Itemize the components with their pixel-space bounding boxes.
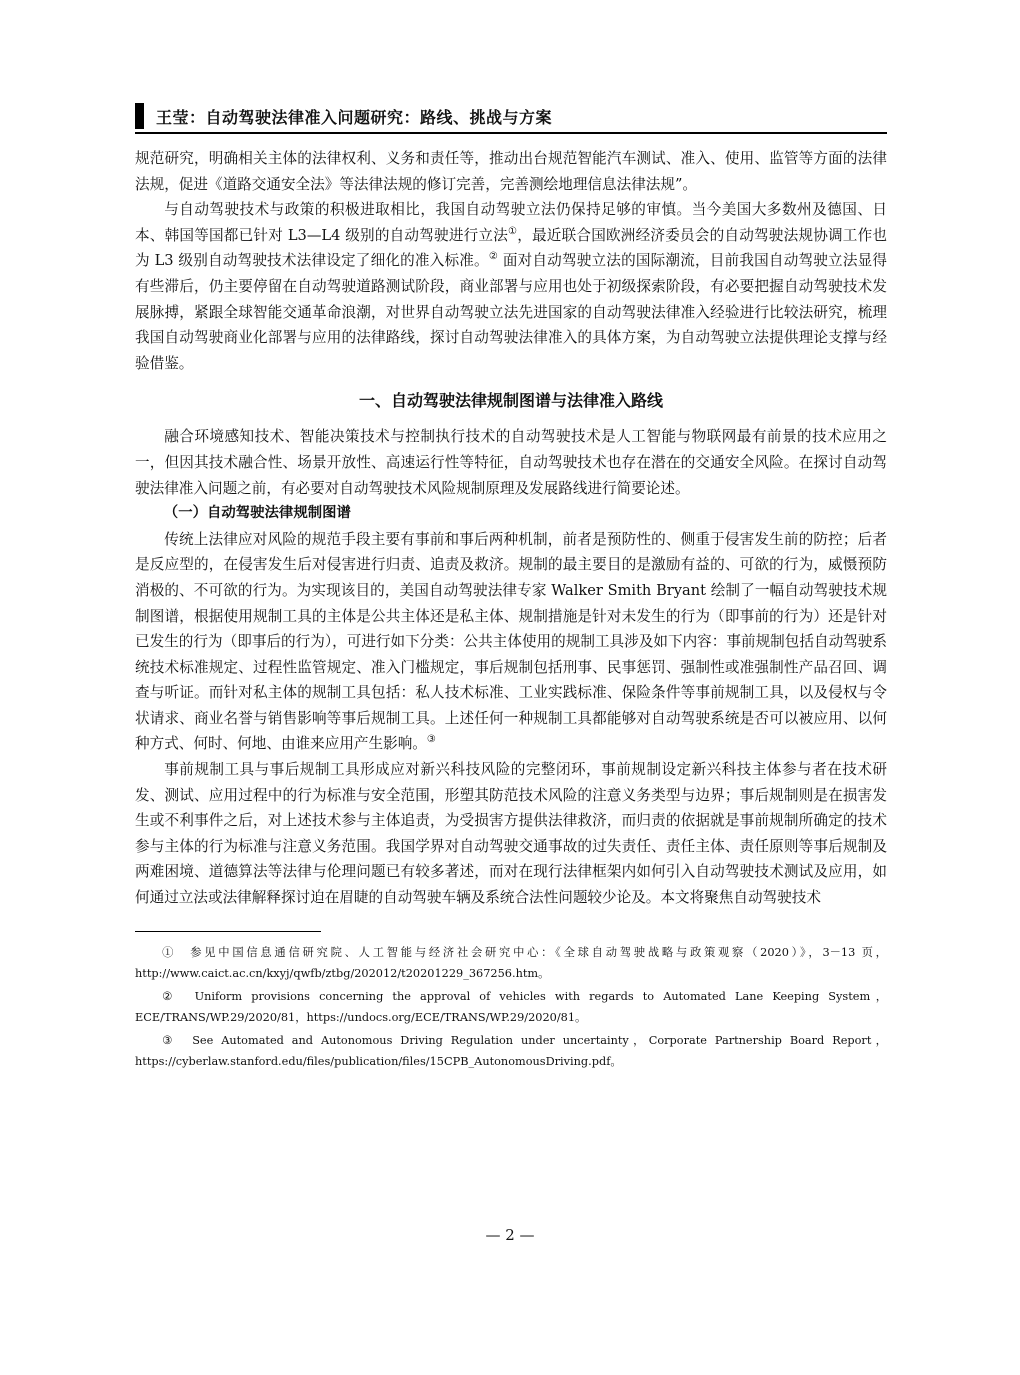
paragraph-1: 规范研究，明确相关主体的法律权利、义务和责任等，推动出台规范智能汽车测试、准入、使用、监管等方面的法律法规，促进《道路交通安全法》等法律法规的修订完善，完善测绘地理信息法律法规”。 bbox=[135, 150, 887, 193]
paragraph-4 bbox=[135, 527, 887, 757]
page-body bbox=[135, 100, 887, 1074]
footnote-mark: ② bbox=[162, 989, 178, 1003]
paragraph-2-part-a: 与自动驾驶技术与政策的积极进取相比，我国自动驾驶立法仍保持足够的审慎。当今美国大多数州及德国、日本、韩国等国都已针对 L3—L4 级别的自动驾驶进行立法 bbox=[135, 201, 887, 244]
paragraph-5: 事前规制工具与事后规制工具形成应对新兴科技风险的完整闭环，事前规制设定新兴科技主体参与者在技术研发、测试、应用过程中的行为标准与安全范围，形塑其防范技术风险的注意义务类型与边界；事后规制则是在损害发生或不利事件之后，对上述技术参与主体追责，为受损害方提供法律救济，而归责的依据就是事前规制所确定的技术参与主体的行为标准与注意义务范围。我国学界对自动驾驶交通事故的过失责任、责任主体、责任原则等事后规制及两难困境、道德算法等法律与伦理问题已有较多著述，而对在现行法律框架内如何引入自动驾驶技术测试及应用，如何通过立法或法律解释探讨迫在眉睫的自动驾驶车辆及系统合法性问题较少论及。本文将聚焦自动驾驶技术 bbox=[135, 761, 887, 907]
footnote-1 bbox=[135, 942, 887, 984]
footnote-3 bbox=[135, 1030, 887, 1072]
paragraph-2 bbox=[135, 197, 887, 376]
page-number: — 2 — bbox=[485, 1226, 535, 1244]
footnote-ref-1[interactable]: ① bbox=[508, 225, 518, 237]
paragraph-4-text: 传统上法律应对风险的规范手段主要有事前和事后两种机制，前者是预防性的、侧重于侵害发生前的防控；后者是反应型的，在侵害发生后对侵害进行归责、追责及救济。规制的最主要目的是激励有益的、可欲的行为，威慑预防消极的、不可欲的行为。为实现该目的，美国自动驾驶法律专家 Walker Smith Bryant 绘制了一幅自动驾驶技术规制图谱，根据使用规制工具的主体是公共主体还是私主体、规制措施是针对未发生的行为（即事前的行为）还是针对已发生的行为（即事后的行为），可进行如下分类：公共主体使用的规制工具涉及如下内容：事前规制包括自动驾驶系统技术标准规定、过程性监管规定、准入门槛规定，事后规制包括刑事、民事惩罚、强制性或准强制性产品召回、调查与听证。而针对私主体的规制工具包括：私人技术标准、工业实践标准、保险条件等事前规制工具，以及侵权与令状请求、商业名誉与销售影响等事后规制工具。上述任何一种规制工具都能够对自动驾驶系统是否可以被应用、以何种方式、何时、何地、由谁来应用产生影响。 bbox=[135, 530, 887, 753]
footnote-divider bbox=[135, 931, 321, 932]
footnote-ref-3[interactable]: ③ bbox=[426, 734, 436, 746]
footnote-mark: ③ bbox=[162, 1033, 177, 1047]
running-header bbox=[135, 100, 887, 134]
footnote-text: Uniform provisions concerning the approval of vehicles with regards to Automated Lane Keeping System，ECE/TRANS/WP.29/2020/81，https://undocs.org/ECE/TRANS/WP.29/2020/81。 bbox=[135, 989, 887, 1024]
footnote-2 bbox=[135, 986, 887, 1028]
section-title: 一、自动驾驶法律规制图谱与法律准入路线 bbox=[358, 391, 663, 411]
footnote-ref-2[interactable]: ② bbox=[488, 251, 498, 263]
footnote-text: See Automated and Autonomous Driving Regulation under uncertainty，Corporate Partnership Board Report，https://cyberlaw.stanford.edu/files/publication/files/15CPB_AutonomousDriving.pdf。 bbox=[135, 1033, 887, 1068]
footnote-text: 参见中国信息通信研究院、人工智能与经济社会研究中心：《全球自动驾驶战略与政策观察（2020）》，3－13 页，http://www.caict.ac.cn/kxyj/qwfb/ztbg/202012/t20201229_367256.htm。 bbox=[135, 945, 887, 980]
header-title: 王莹：自动驾驶法律准入问题研究：路线、挑战与方案 bbox=[156, 107, 553, 127]
subsection-title: （一）自动驾驶法律规制图谱 bbox=[163, 505, 351, 522]
paragraph-2-part-b: ，最近联合国欧洲经济委员会的自动驾驶法规协调工作也为 L3 级别自动驾驶技术法律设定了细化的准入标准。 bbox=[135, 226, 887, 270]
paragraph-3: 融合环境感知技术、智能决策技术与控制执行技术的自动驾驶技术是人工智能与物联网最有前景的技术应用之一，但因其技术融合性、场景开放性、高速运行性等特征，自动驾驶技术也存在潜在的交通安全风险。在探讨自动驾驶法律准入问题之前，有必要对自动驾驶技术风险规制原理及发展路线进行简要论述。 bbox=[135, 428, 887, 497]
paragraph-2-part-c: 面对自动驾驶立法的国际潮流，目前我国自动驾驶立法显得有些滞后，仍主要停留在自动驾驶道路测试阶段，商业部署与应用也处于初级探索阶段，有必要把握自动驾驶技术发展脉搏，紧跟全球智能交通革命浪潮，对世界自动驾驶立法先进国家的自动驾驶法律准入经验进行比较法研究，梳理我国自动驾驶商业化部署与应用的法律路线，探讨自动驾驶法律准入的具体方案，为自动驾驶立法提供理论支撑与经验借鉴。 bbox=[135, 252, 887, 372]
header-bar bbox=[135, 103, 144, 129]
footnote-mark: ① bbox=[162, 945, 177, 959]
